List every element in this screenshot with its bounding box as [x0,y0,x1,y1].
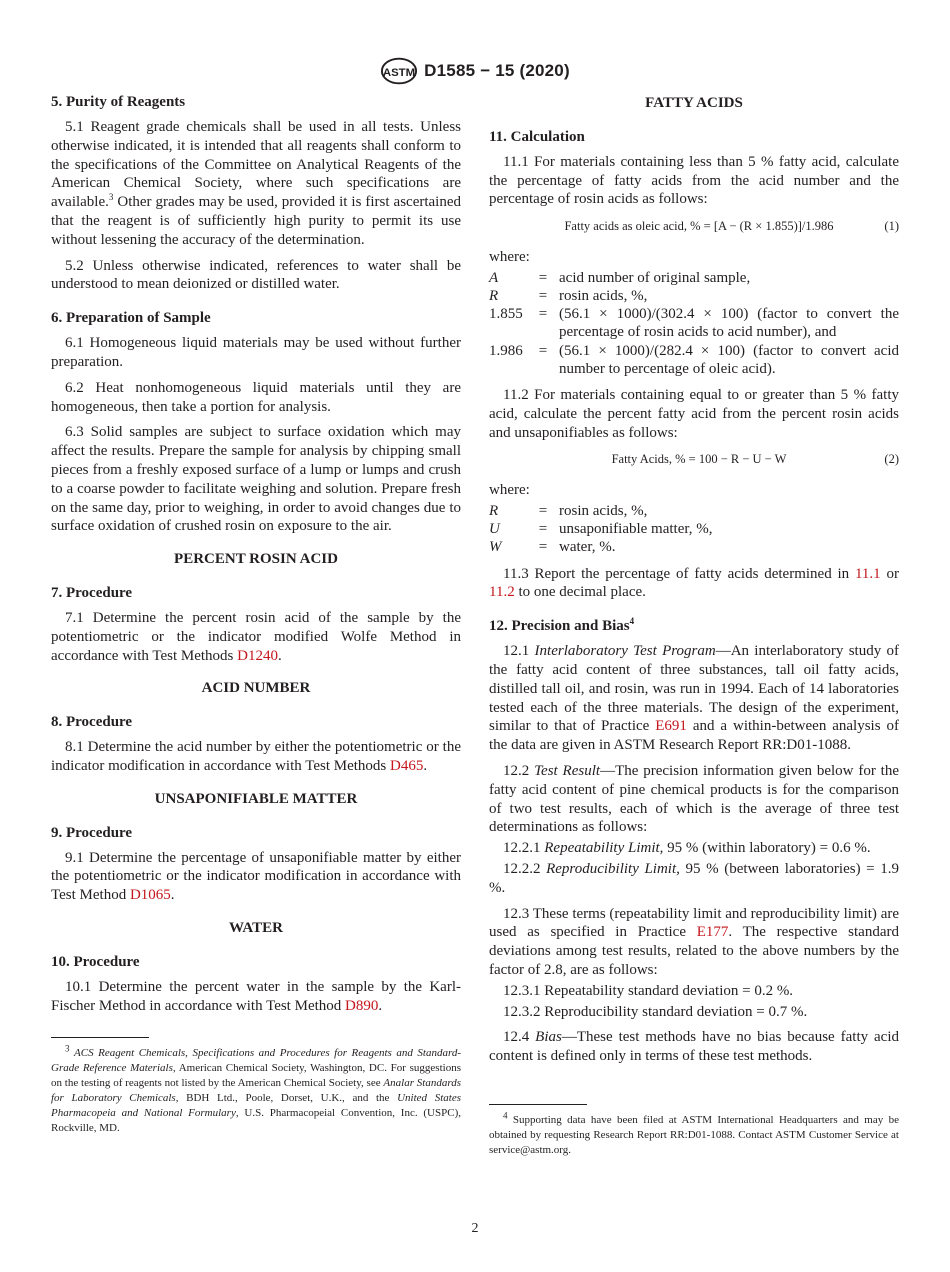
paragraph-12-3-1: 12.3.1 Repeatability standard deviation = 0.2 %. [503,982,794,999]
link-11-1[interactable]: 11.1 [854,565,881,582]
section-5-title: 5. Purity of Reagents [51,94,186,110]
paragraph-6-3: 6.3 Solid samples are subject to surface oxidation which may affect the results. Prepare the sample for analysis by chipping small pieces from a freshly exposed surface of a lump or lumps and crush to a coarse powder to facilitate weighing and solution. Prepare fresh on the same day, prior to weighing, in order to avoid changes due to surface oxidation of crushed rosin on exposure to the air. [51,424,461,535]
link-e177[interactable]: E177 [696,924,729,941]
where-label-1: where: [489,248,530,265]
paragraph-12-2-1: 12.2.1 Repeatability Limit, 95 % (within laboratory) = 0.6 %. [503,840,871,857]
footnote-4: $^4$ Supporting data have been filed at ASTM International Headquarters and may be obtained by requesting Research Report RR:D01-1088. Contact ASTM Customer Service at service@astm.org. [489,1110,899,1156]
heading-unsaponifiable-matter: UNSAPONIFIABLE MATTER [154,790,358,807]
paragraph-9-1: 9.1 Determine the percentage of unsaponifiable matter by either the potentiometric or the indicator modification in accordance with Test Method D1065. [51,849,461,904]
astm-logo-icon [380,56,418,86]
section-9-title: 9. Procedure [51,824,133,841]
section-8-title: 8. Procedure [51,714,133,731]
section-11-title: 11. Calculation [489,128,585,145]
right-column [489,92,899,1158]
definition-row: U = unsaponifiable matter, %, [489,521,713,538]
logo-text: ASTM [383,66,416,79]
paragraph-11-2: 11.2 For materials containing equal to or greater than 5 % fatty acid, calculate the percent fatty acid from the percent rosin acids and unsaponifiables as follows: [489,387,899,441]
where-label-2: where: [489,482,530,499]
paragraph-5-1: 5.1 Reagent grade chemicals shall be used in all tests. Unless otherwise indicated, it is intended that all reagents shall conform to the specifications of the Committee on Analytical Reagents of the American Chemical Society, where such specifications are available.$^3$ Other grades may be used, provided it is first ascertained that the reagent is of sufficiently high purity to permit its use without lessening the accuracy of the determination. [51,119,461,248]
paragraph-12-3-2: 12.3.2 Reproducibility standard deviation = 0.7 %. [503,1003,808,1020]
paragraph-12-2: 12.2 Test Result—The precision information given below for the fatty acid content of pine chemical products is for the comparison of two test results, each of which is the average of three test determinations as follows: [489,762,900,836]
definition-row: W = water, %. [489,539,616,556]
heading-water: WATER [229,919,283,936]
link-e691[interactable]: E691 [655,718,687,735]
page-number: 2 [471,1221,479,1236]
paragraph-11-3: 11.3 Report the percentage of fatty acids determined in 11.1 or 11.2 to one decimal place. [489,565,899,601]
left-column [51,92,461,1136]
equation-2-number: (2) [884,452,899,467]
definition-row: 1.986 = (56.1 × 1000)/(282.4 × 100) (factor to convert acid number to percentage of oleic acid). [489,342,899,377]
link-d1065[interactable]: D1065 [129,887,171,904]
heading-acid-number: ACID NUMBER [201,680,311,697]
footnote-ref-4[interactable]: 4 [629,616,635,627]
paragraph-6-2: 6.2 Heat nonhomogeneous liquid materials until they are homogeneous, then take a portion for analysis. [51,379,461,415]
paragraph-12-2-2: 12.2.2 Reproducibility Limit, 95 % (between laboratories) = 1.9 %. [489,860,899,896]
heading-fatty-acids: FATTY ACIDS [645,95,743,111]
section-10-title: 10. Procedure [51,953,140,970]
link-d465[interactable]: D465 [390,757,424,774]
document-id: D1585 − 15 (2020) [424,61,570,80]
footnote-ref-3[interactable]: 3 [108,192,114,203]
footnote-divider [51,1037,149,1038]
paragraph-10-1: 10.1 Determine the percent water in the sample by the Karl-Fischer Method in accordance with Test Method D890. [51,978,461,1014]
paragraph-7-1: 7.1 Determine the percent rosin acid of the sample by the potentiometric or the indicator modified Wolfe Method in accordance with Test Methods D1240. [51,609,461,664]
definition-row: A = acid number of original sample, [489,269,751,286]
paragraph-8-1: 8.1 Determine the acid number by either the potentiometric or the indicator modification in accordance with Test Methods D465. [51,739,461,774]
paragraph-12-3: 12.3 These terms (repeatability limit and reproducibility limit) are used as specified in Practice E177. The respective standard deviations among test results, related to the above numbers by the factor of 2.8, are as follows: [489,905,899,978]
equation-2-text: Fatty Acids, % = 100 − R − U − W [611,452,787,467]
definition-row: R = rosin acids, %, [489,502,648,519]
paragraph-5-2: 5.2 Unless otherwise indicated, references to water shall be understood to mean deionized or distilled water. [51,257,461,293]
footnote-3: $^3$ ACS Reagent Chemicals, Specifications and Procedures for Reagents and Standard-Grade Reference Materials, American Chemical Society, Washington, DC. For suggestions on the testing of reagents not listed by the American Chemical Society, see Analar Standards for Laboratory Chemicals, BDH Ltd., Poole, Dorset, U.K., and the United States Pharmacopeia and National Formulary, U.S. Pharmacopeial Convention, Inc. (USPC), Rockville, MD. [51,1043,462,1135]
equation-1-number: (1) [884,219,899,234]
equation-1-text: Fatty acids as oleic acid, % = [A − (R × 1.855)]/1.986 [564,219,834,234]
section-7-title: 7. Procedure [51,584,133,601]
link-d1240[interactable]: D1240 [237,647,278,664]
heading-percent-rosin-acid: PERCENT ROSIN ACID [174,551,338,568]
paragraph-12-1: 12.1 Interlaboratory Test Program—An interlaboratory study of the fatty acid content of three substances, tall oil fatty acids, distilled tall oil, and rosin, was run in 1994. Each of 14 laboratories tested each of the three materials. The design of the experiment, similar to that of Practice E691 and a within-between analysis of the data are given in ASTM Research Report RR:D01-1088. [489,643,900,754]
equation-2 [489,450,899,469]
definition-row: 1.855 = (56.1 × 1000)/(302.4 × 100) (factor to convert the percentage of rosin acids to acid number), and [489,306,899,341]
page-header [0,56,950,86]
section-6-title: 6. Preparation of Sample [51,310,211,327]
paragraph-6-1: 6.1 Homogeneous liquid materials may be used without further preparation. [51,335,461,370]
definitions-table-1 [489,269,899,378]
paragraph-11-1: 11.1 For materials containing less than 5 % fatty acid, calculate the percentage of fatty acids from the acid number and the percentage of rosin acids as follows: [489,153,899,208]
definitions-table-2 [489,502,899,557]
footnote-divider [489,1104,587,1105]
section-12-title: 12. Precision and Bias$^4$ [489,616,635,635]
equation-1 [489,217,899,236]
link-d890[interactable]: D890 [345,997,379,1014]
paragraph-12-4: 12.4 Bias—These test methods have no bias because fatty acid content is defined only in terms of these test methods. [489,1029,900,1065]
link-11-2[interactable]: 11.2 [489,584,515,601]
definition-row: R = rosin acids, %, [489,287,648,304]
